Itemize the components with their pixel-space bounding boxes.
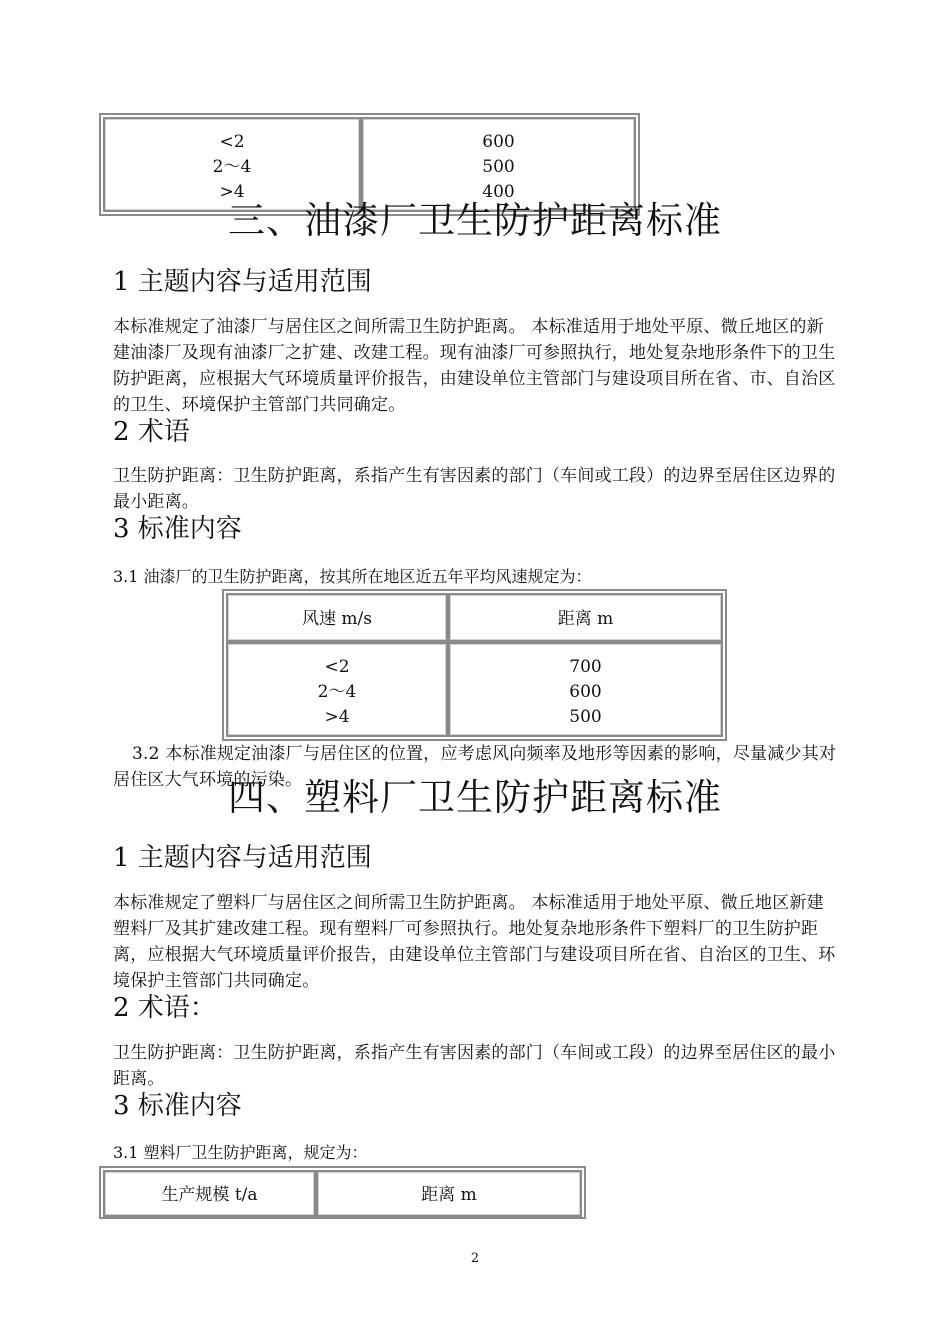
- table-header: 风速 m/s: [302, 609, 372, 629]
- section3-heading-terms: 2 术语: [113, 417, 190, 447]
- section4-heading-scope: 1 主题内容与适用范围: [113, 843, 372, 873]
- section3-table-cell-wind: [226, 642, 448, 737]
- section3-paragraph-terms: 卫生防护距离：卫生防护距离，系指产生有害因素的部门（车间或工段）的边界至居住区边界的最小距离。: [113, 466, 836, 512]
- top-table-cell-right: [361, 117, 636, 212]
- table-header: 距离 m: [557, 609, 614, 629]
- section4-table-header-scale: [103, 1170, 316, 1217]
- section4-paragraph-scope: 本标准规定了塑料厂与居住区之间所需卫生防护距离。 本标准适用于地处平原、微丘地区新建塑料厂及其扩建改建工程。现有塑料厂可参照执行。地处复杂地形条件下塑料厂的卫生防护距离，应根据大气环境质量评价报告，由建设单位主管部门与建设项目所在省、自治区的卫生、环境保护主管部门共同确定。: [113, 893, 836, 991]
- top-table-cell-left: [103, 117, 361, 212]
- table-cell-value: 600: [569, 682, 602, 702]
- section4-heading-content: 3 标准内容: [113, 1091, 242, 1121]
- section3-table-cell-distance: [448, 642, 723, 737]
- table-cell-value: 500: [482, 157, 515, 177]
- table-cell-value: <2: [324, 657, 350, 677]
- table-header: 生产规模 t/a: [161, 1185, 258, 1205]
- section3-paragraph-3-2: 3.2 本标准规定油漆厂与居住区的位置，应考虑风向频率及地形等因素的影响，尽量减少其对居住区大气环境的污染。: [113, 744, 837, 790]
- section4-title: 四、塑料厂卫生防护距离标准: [228, 776, 722, 819]
- table-cell-value: 600: [482, 132, 515, 152]
- table-cell-value: 700: [569, 657, 602, 677]
- section4-paragraph-terms: 卫生防护距离：卫生防护距离，系指产生有害因素的部门（车间或工段）的边界至居住区的最小距离。: [113, 1043, 836, 1089]
- section3-paragraph-scope: 本标准规定了油漆厂与居住区之间所需卫生防护距离。 本标准适用于地处平原、微丘地区的新建油漆厂及现有油漆厂之扩建、改建工程。现有油漆厂可参照执行，地处复杂地形条件下的卫生防护距离，应根据大气环境质量评价报告，由建设单位主管部门与建设项目所在省、市、自治区的卫生、环境保护主管部门共同确定。: [113, 317, 836, 415]
- table-header: 距离 m: [421, 1185, 477, 1205]
- section4-table: [99, 1166, 586, 1219]
- section4-table-header-distance: [316, 1170, 582, 1217]
- table-cell-value: 500: [569, 707, 602, 727]
- section3-heading-content: 3 标准内容: [113, 514, 242, 544]
- section3-paragraph-3-1: 3.1 油漆厂的卫生防护距离，按其所在地区近五年平均风速规定为：: [113, 567, 592, 586]
- section3-table-header-distance: [448, 593, 723, 642]
- table-cell-value: 2～4: [212, 157, 252, 177]
- section3-table: [222, 589, 727, 741]
- table-cell-value: 2～4: [317, 682, 357, 702]
- table-cell-value: >4: [219, 182, 245, 202]
- page-number: 2: [470, 1251, 480, 1266]
- section3-title: 三、油漆厂卫生防护距离标准: [228, 199, 722, 242]
- table-cell-value: <2: [219, 132, 245, 152]
- section3-table-header-wind: [226, 593, 448, 642]
- section4-heading-terms: 2 术语：: [113, 993, 216, 1023]
- section4-paragraph-3-1: 3.1 塑料厂卫生防护距离，规定为：: [113, 1143, 368, 1162]
- table-cell-value: 400: [482, 182, 515, 202]
- section3-heading-scope: 1 主题内容与适用范围: [113, 267, 372, 297]
- table-cell-value: >4: [324, 707, 350, 727]
